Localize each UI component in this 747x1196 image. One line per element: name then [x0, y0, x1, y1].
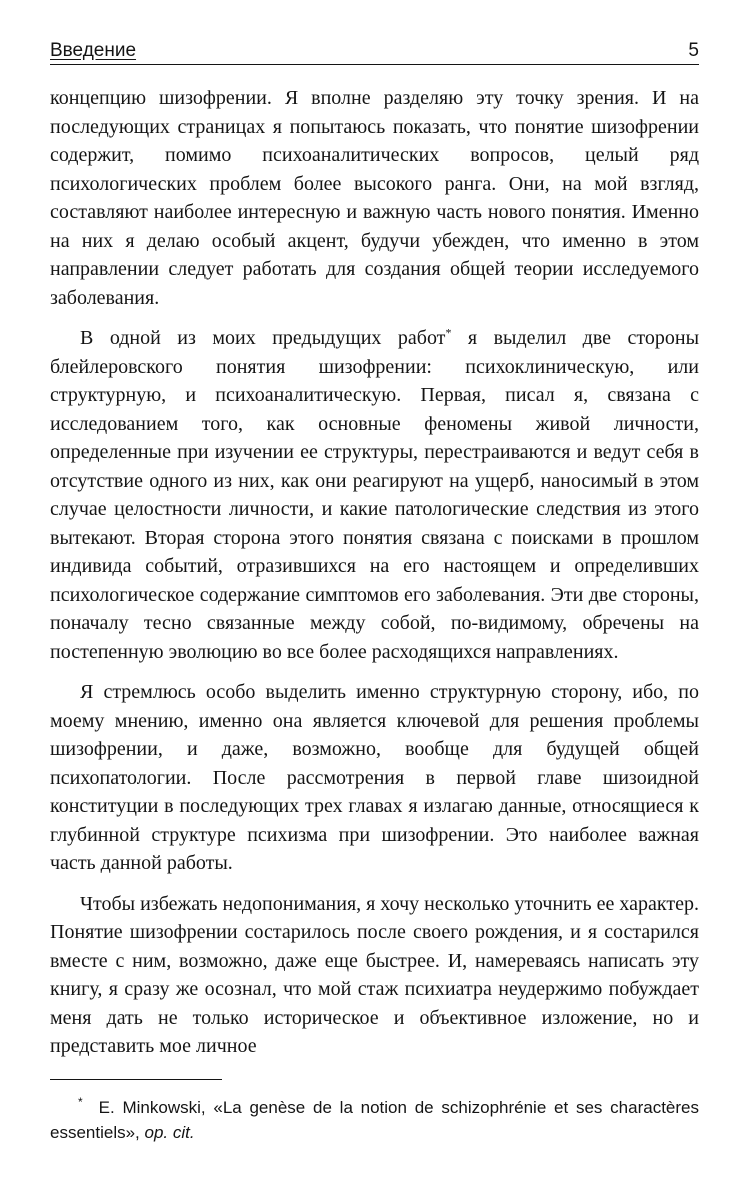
paragraph-2-before: В одной из моих предыдущих работ	[80, 327, 446, 349]
body-text	[50, 84, 699, 1061]
paragraph-4: Чтобы избежать недопонимания, я хочу несколько уточнить ее характер. Понятие шизофрении состарилось после своего рождения, и я состарился вместе с ним, возможно, даже еще быстрее. И, намереваясь написать эту книгу, я сразу же осознал, что мой стаж психиатра неудержимо побуждает меня дать не только историческое и объективное изложение, но и представить мое личное	[50, 892, 699, 1057]
paragraph-2	[50, 324, 699, 666]
footnote-separator	[50, 1079, 222, 1080]
footnote-text: E. Minkowski, «La genèse de la notion de schizophrénie et ses charactères essentiels»,	[50, 1098, 699, 1142]
footnote-marker: *	[78, 1095, 83, 1110]
paragraph-1: концепцию шизофрении. Я вполне разделяю эту точку зрения. И на последующих страницах я попытаюсь показать, что понятие шизофрении содержит, помимо психоаналитических вопросов, целый ряд психологических проблем более высокого ранга. Они, на мой взгляд, составляют наиболее интересную и важную часть нового понятия. Именно на них я делаю особый акцент, будучи убежден, что именно в этом направлении следует работать для создания общей теории исследуемого заболевания.	[50, 87, 699, 309]
footnote	[50, 1095, 699, 1145]
footnote-italic: op. cit.	[144, 1123, 195, 1142]
page-number: 5	[688, 40, 699, 61]
section-title: Введение	[50, 40, 137, 61]
paragraph-2-after: я выделил две стороны блейлеровского понятия шизофрении: психоклиническую, или структурную, и психоаналитическую. Первая, писал я, связана с исследованием того, как основные феномены живой личности, определенные при изучении ее структуры, перестраиваются и ведут себя в отсутствие одного из них, как они реагируют на ущерб, наносимый в этом случае целостности личности, и какие патологические следствия из этого вытекают. Вторая сторона этого понятия связана с поисками в прошлом индивида событий, отразившихся на его настоящем и определивших психологическое содержание симптомов его заболевания. Эти две стороны, поначалу тесно связанные между собой, по-видимому, обречены на постепенную эволюцию во все более расходящихся направлениях.	[50, 327, 700, 663]
footnote-reference-marker: *	[445, 325, 452, 340]
paragraph-3: Я стремлюсь особо выделить именно структурную сторону, ибо, по моему мнению, именно она является ключевой для решения проблемы шизофрении, и даже, возможно, вообще для будущей общей психопатологии. После рассмотрения в первой главе шизоидной конституции в последующих трех главах я излагаю данные, относящиеся к глубинной структуре психизма при шизофрении. Это наиболее важная часть данной работы.	[50, 681, 699, 874]
running-head	[50, 40, 699, 65]
page	[50, 40, 699, 1073]
